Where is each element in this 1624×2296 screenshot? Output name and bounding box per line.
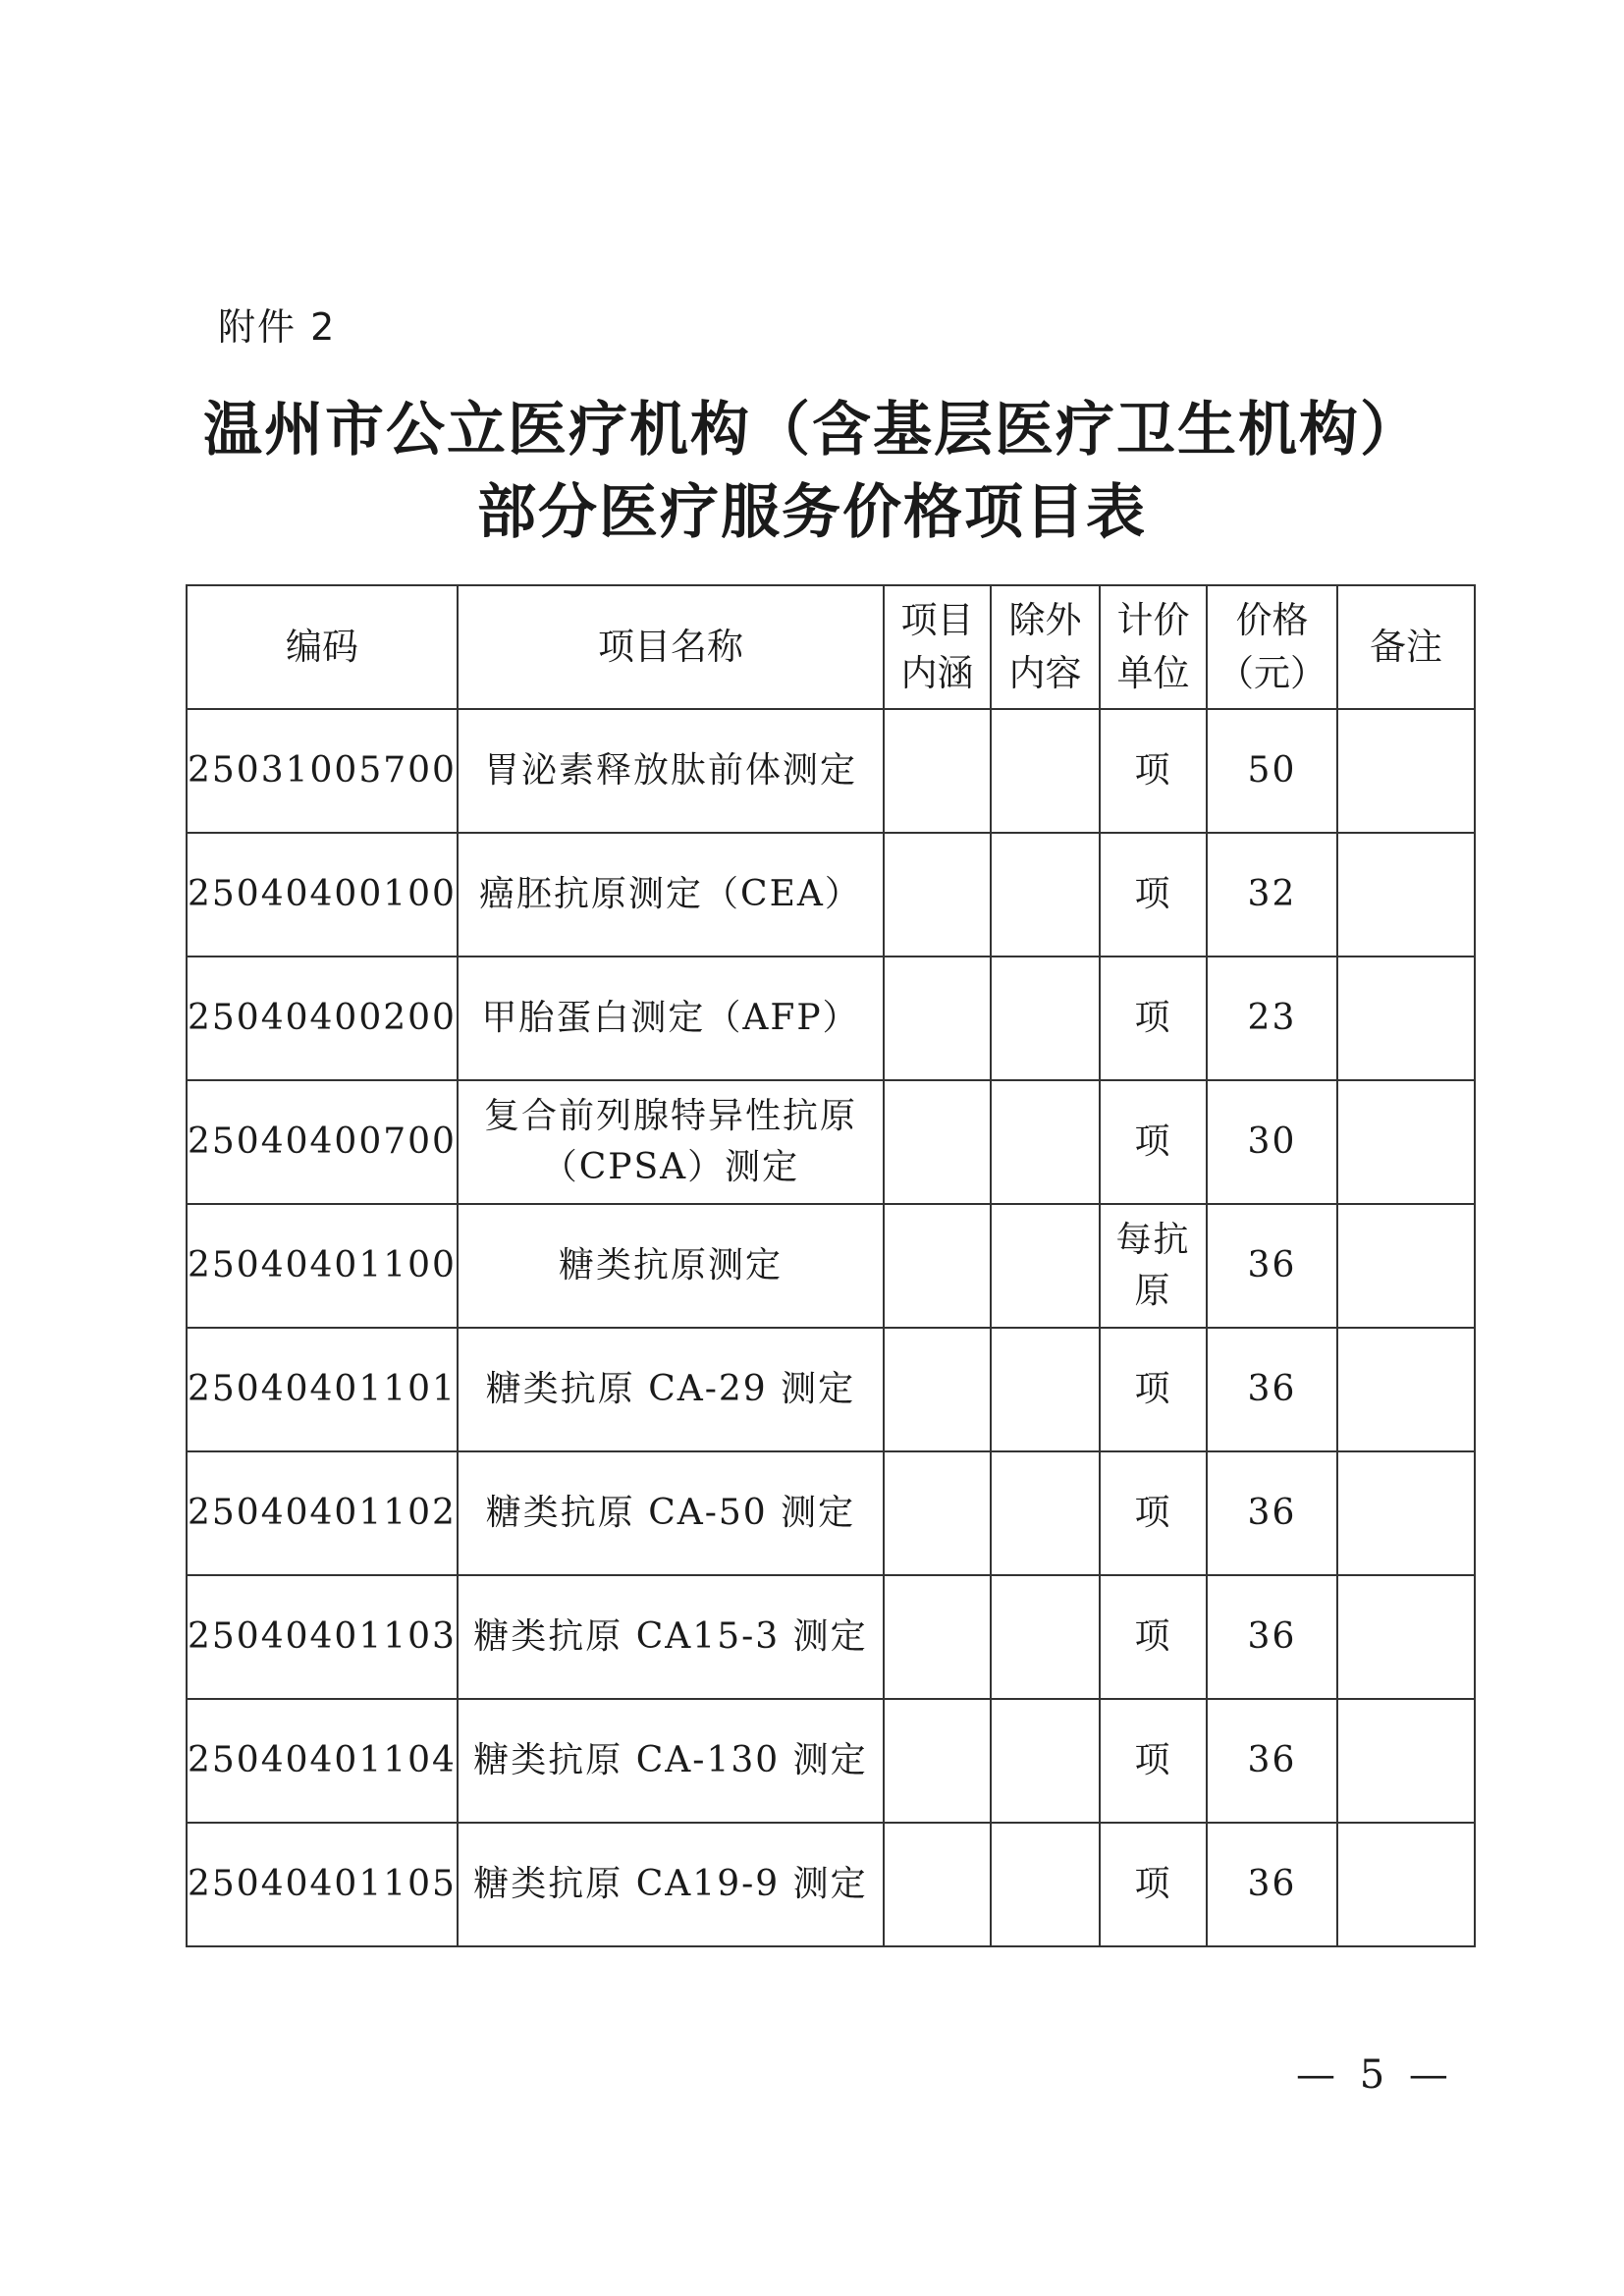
cell-unit <box>1100 1451 1207 1575</box>
cell-price: 23 <box>1207 957 1337 1080</box>
cell-unit-line: 项 <box>1134 1864 1172 1904</box>
cell-content <box>884 957 991 1080</box>
cell-content <box>884 1823 991 1946</box>
cell-remark <box>1337 1451 1475 1575</box>
cell-content <box>884 1204 991 1328</box>
cell-remark <box>1337 1823 1475 1946</box>
cell-excluded <box>991 1080 1100 1204</box>
header-content <box>884 585 991 709</box>
cell-name-line: 糖类抗原 CA-130 测定 <box>473 1740 868 1780</box>
cell-remark <box>1337 709 1475 833</box>
cell-name <box>458 1823 884 1946</box>
cell-unit-line: 原 <box>1134 1271 1172 1311</box>
header-excluded-line: 内容 <box>1008 652 1082 694</box>
header-content-line: 内涵 <box>900 652 974 694</box>
cell-excluded <box>991 1204 1100 1328</box>
header-unit <box>1100 585 1207 709</box>
cell-code: 25040401100 <box>187 1204 458 1328</box>
cell-unit-line: 每抗 <box>1115 1220 1191 1260</box>
document-title-line-2: 部分医疗服务价格项目表 <box>477 478 1147 547</box>
table-body <box>187 709 1475 1946</box>
cell-unit <box>1100 1823 1207 1946</box>
table-row <box>187 1328 1475 1451</box>
header-price-line: （元） <box>1217 652 1326 694</box>
table-row <box>187 1699 1475 1823</box>
cell-unit <box>1100 1699 1207 1823</box>
cell-code: 25031005700 <box>187 709 458 833</box>
header-excluded-line: 除外 <box>1008 599 1082 641</box>
table-row <box>187 1823 1475 1946</box>
cell-unit-line: 项 <box>1134 874 1172 914</box>
cell-code: 25040401101 <box>187 1328 458 1451</box>
cell-price: 36 <box>1207 1699 1337 1823</box>
cell-name <box>458 1204 884 1328</box>
cell-unit <box>1100 1575 1207 1699</box>
cell-unit-line: 项 <box>1134 1121 1172 1162</box>
cell-name-line: 胃泌素释放肽前体测定 <box>483 750 857 791</box>
cell-excluded <box>991 1823 1100 1946</box>
cell-unit-line: 项 <box>1134 750 1172 791</box>
cell-code: 25040401103 <box>187 1575 458 1699</box>
cell-name <box>458 833 884 957</box>
header-price <box>1207 585 1337 709</box>
cell-name-line: （CPSA）测定 <box>541 1147 800 1187</box>
cell-unit-line: 项 <box>1134 1740 1172 1780</box>
cell-name <box>458 1080 884 1204</box>
table-row <box>187 1204 1475 1328</box>
cell-price: 36 <box>1207 1328 1337 1451</box>
cell-price: 32 <box>1207 833 1337 957</box>
cell-price: 36 <box>1207 1823 1337 1946</box>
cell-price: 36 <box>1207 1204 1337 1328</box>
table-row <box>187 1080 1475 1204</box>
attachment-label: 附件 2 <box>218 305 337 349</box>
cell-name <box>458 1451 884 1575</box>
header-excluded <box>991 585 1100 709</box>
cell-code: 25040401105 <box>187 1823 458 1946</box>
table-row <box>187 957 1475 1080</box>
header-unit-line: 单位 <box>1116 652 1190 694</box>
header-code: 编码 <box>187 585 458 709</box>
cell-price: 36 <box>1207 1451 1337 1575</box>
cell-unit <box>1100 1204 1207 1328</box>
cell-name-line: 复合前列腺特异性抗原 <box>483 1096 857 1136</box>
cell-name-line: 糖类抗原 CA15-3 测定 <box>473 1616 868 1657</box>
cell-content <box>884 709 991 833</box>
cell-excluded <box>991 709 1100 833</box>
header-price-line: 价格 <box>1235 599 1309 641</box>
table-row <box>187 1575 1475 1699</box>
cell-unit <box>1100 1328 1207 1451</box>
cell-content <box>884 1699 991 1823</box>
cell-price: 30 <box>1207 1080 1337 1204</box>
cell-name-line: 糖类抗原 CA-50 测定 <box>485 1493 856 1533</box>
price-table <box>186 584 1476 1947</box>
cell-unit <box>1100 833 1207 957</box>
cell-code: 25040400700 <box>187 1080 458 1204</box>
cell-excluded <box>991 1328 1100 1451</box>
cell-name-line: 糖类抗原测定 <box>558 1245 783 1285</box>
cell-unit <box>1100 957 1207 1080</box>
cell-name-line: 糖类抗原 CA19-9 测定 <box>473 1864 868 1904</box>
cell-excluded <box>991 957 1100 1080</box>
cell-content <box>884 1451 991 1575</box>
cell-unit-line: 项 <box>1134 1493 1172 1533</box>
cell-content <box>884 1328 991 1451</box>
cell-remark <box>1337 1575 1475 1699</box>
cell-remark <box>1337 1080 1475 1204</box>
document-title-line-1: 温州市公立医疗机构（含基层医疗卫生机构） <box>203 396 1421 465</box>
cell-remark <box>1337 1204 1475 1328</box>
table-header-row <box>187 585 1475 709</box>
cell-remark <box>1337 957 1475 1080</box>
cell-unit-line: 项 <box>1134 1369 1172 1409</box>
cell-name <box>458 957 884 1080</box>
cell-name-line: 癌胚抗原测定（CEA） <box>479 874 862 914</box>
header-unit-line: 计价 <box>1116 599 1190 641</box>
cell-content <box>884 1080 991 1204</box>
cell-name-line: 糖类抗原 CA-29 测定 <box>485 1369 856 1409</box>
cell-name <box>458 1328 884 1451</box>
cell-unit-line: 项 <box>1134 1616 1172 1657</box>
cell-price: 50 <box>1207 709 1337 833</box>
table-row <box>187 709 1475 833</box>
cell-name <box>458 1699 884 1823</box>
cell-code: 25040401102 <box>187 1451 458 1575</box>
cell-unit <box>1100 709 1207 833</box>
cell-content <box>884 1575 991 1699</box>
cell-excluded <box>991 1451 1100 1575</box>
cell-unit-line: 项 <box>1134 998 1172 1038</box>
table-row <box>187 833 1475 957</box>
cell-unit <box>1100 1080 1207 1204</box>
cell-excluded <box>991 1699 1100 1823</box>
cell-price: 36 <box>1207 1575 1337 1699</box>
table-row <box>187 1451 1475 1575</box>
header-name: 项目名称 <box>458 585 884 709</box>
cell-content <box>884 833 991 957</box>
header-content-line: 项目 <box>900 599 974 641</box>
cell-code: 25040400200 <box>187 957 458 1080</box>
cell-name <box>458 1575 884 1699</box>
cell-excluded <box>991 1575 1100 1699</box>
cell-remark <box>1337 833 1475 957</box>
cell-remark <box>1337 1328 1475 1451</box>
header-remark: 备注 <box>1337 585 1475 709</box>
cell-code: 25040401104 <box>187 1699 458 1823</box>
cell-excluded <box>991 833 1100 957</box>
cell-name-line: 甲胎蛋白测定（AFP） <box>481 998 860 1038</box>
cell-code: 25040400100 <box>187 833 458 957</box>
cell-remark <box>1337 1699 1475 1823</box>
page-number: — 5 — <box>1296 2052 1454 2098</box>
cell-name <box>458 709 884 833</box>
